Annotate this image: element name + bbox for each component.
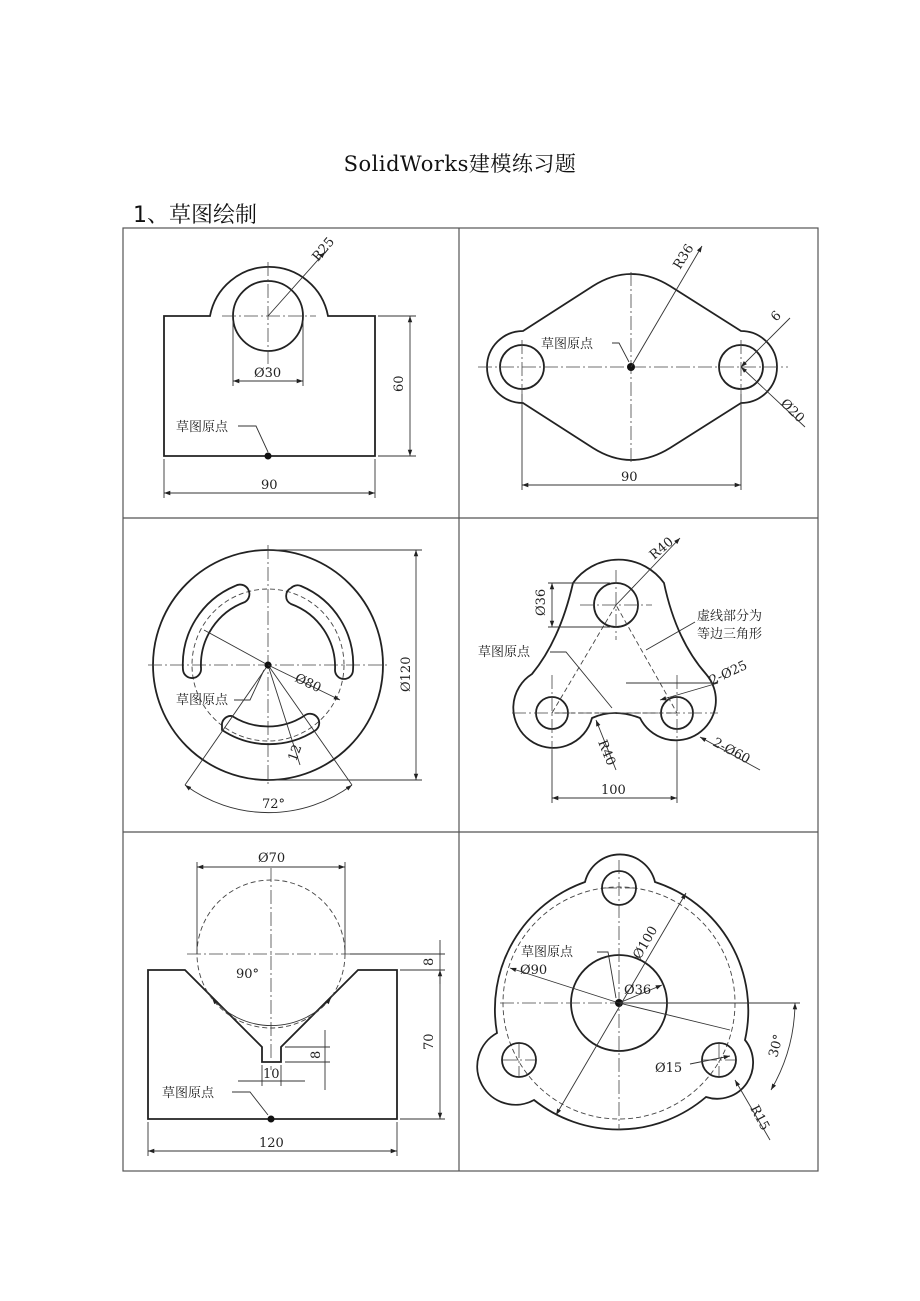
dim-r25: R25 — [309, 234, 338, 265]
dim-d100: Ø100 — [630, 923, 662, 962]
dim-d15: Ø15 — [655, 1061, 683, 1076]
section-heading: 1、草图绘制 — [133, 203, 257, 228]
drawing-panel-3 — [148, 545, 422, 813]
dim-2-d25: 2-Ø25 — [707, 658, 750, 689]
dim-d36: Ø36 — [624, 983, 652, 998]
dim-d36: Ø36 — [534, 588, 549, 616]
drawing-panel-5 — [148, 851, 445, 1156]
sketch-origin-dot — [268, 1116, 275, 1123]
dim-12: 12 — [285, 742, 306, 764]
dim-d30: Ø30 — [254, 366, 282, 381]
note-line-1: 虚线部分为 — [697, 609, 763, 624]
origin-label: 草图原点 — [176, 693, 229, 708]
dim-8-top: 8 — [422, 957, 437, 966]
dim-90deg: 90° — [236, 967, 260, 982]
drawing-panel-1 — [164, 235, 416, 498]
dim-d20: Ø20 — [777, 396, 808, 427]
dim-2-d60: 2-Ø60 — [710, 735, 753, 768]
dim-d70: Ø70 — [258, 851, 286, 866]
sketch-origin-dot — [265, 453, 272, 460]
dim-d90: Ø90 — [520, 963, 548, 978]
dim-8-slot: 8 — [309, 1050, 324, 1059]
drawing-panel-6 — [477, 854, 800, 1140]
origin-label: 草图原点 — [478, 645, 531, 660]
dim-72deg: 72° — [262, 797, 286, 812]
dim-120: 120 — [259, 1136, 284, 1151]
dim-70: 70 — [422, 1033, 437, 1050]
dim-d80: Ø80 — [292, 671, 324, 697]
dim-90: 90 — [621, 470, 638, 485]
dim-90: 90 — [261, 478, 278, 493]
dim-6: 6 — [768, 308, 785, 325]
drawing-panel-2 — [478, 242, 807, 490]
origin-label: 草图原点 — [176, 420, 229, 435]
page-title: SolidWorks建模练习题 — [343, 152, 577, 176]
drawing-panel-4 — [478, 535, 762, 803]
dim-10: 10 — [263, 1067, 280, 1082]
origin-label: 草图原点 — [541, 337, 594, 352]
dim-r40-bottom: R40 — [594, 737, 619, 768]
origin-label: 草图原点 — [162, 1086, 215, 1101]
dim-r36: R36 — [670, 241, 698, 273]
dim-60: 60 — [392, 375, 407, 392]
dim-d120: Ø120 — [399, 656, 414, 692]
dim-100: 100 — [601, 783, 626, 798]
dim-30deg: 30° — [766, 1032, 787, 1060]
dim-r15: R15 — [746, 1102, 773, 1134]
note-line-2: 等边三角形 — [697, 627, 763, 642]
origin-label: 草图原点 — [521, 945, 574, 960]
dim-r40-top: R40 — [646, 534, 677, 564]
